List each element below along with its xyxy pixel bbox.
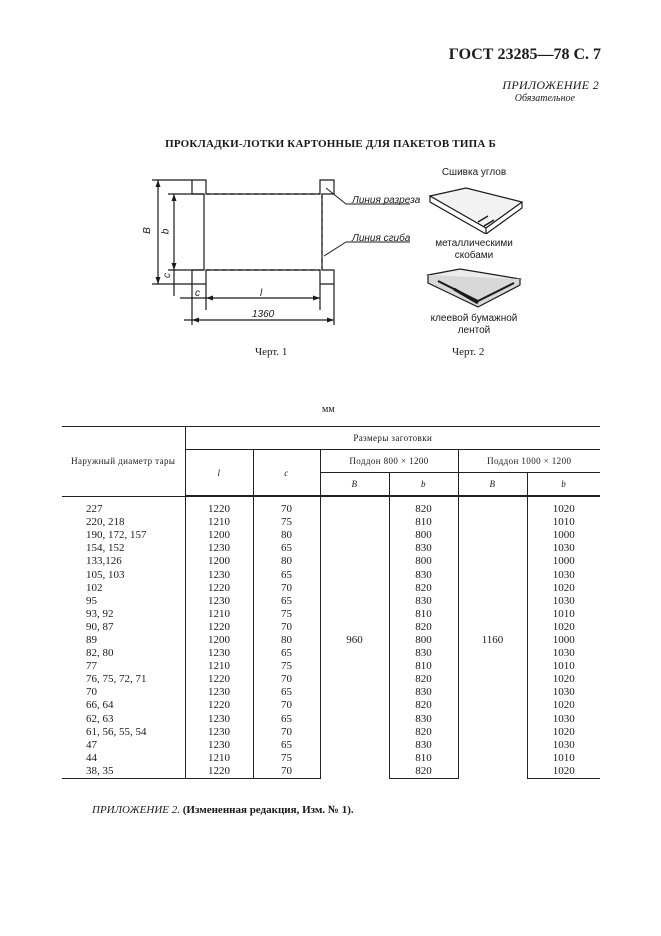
cell-diameter: 38, 35 [62, 765, 185, 779]
cell-b-800: 820 [389, 699, 458, 712]
cell-c: 70 [253, 726, 320, 739]
cell-l: 1230 [185, 542, 253, 555]
cell-diameter: 89 [62, 634, 185, 647]
cell-c: 70 [253, 582, 320, 595]
cell-c: 65 [253, 595, 320, 608]
cell-b-1000: 1020 [527, 582, 600, 595]
cell-b-1000: 1010 [527, 752, 600, 765]
cell-b-800: 810 [389, 660, 458, 673]
table-row [62, 496, 600, 516]
table-body [62, 496, 600, 778]
cell-b-800: 820 [389, 673, 458, 686]
cell-c: 70 [253, 621, 320, 634]
cell-l: 1220 [185, 765, 253, 779]
cut-line-label: Линия разреза [352, 195, 421, 206]
header-pallet-800: Поддон 800 × 1200 [320, 450, 458, 473]
cell-c: 65 [253, 713, 320, 726]
units-label: мм [322, 404, 335, 415]
cell-l: 1230 [185, 686, 253, 699]
cell-l: 1230 [185, 647, 253, 660]
cell-diameter: 190, 172, 157 [62, 529, 185, 542]
blank-outline [192, 180, 334, 284]
cell-c: 80 [253, 529, 320, 542]
dim-B-label: B [141, 227, 153, 234]
cell-b-800: 800 [389, 555, 458, 568]
figure-2-caption: Черт. 2 [452, 346, 485, 358]
cell-l: 1210 [185, 608, 253, 621]
appendix-status: Обязательное [514, 93, 575, 104]
cell-b-1000: 1030 [527, 713, 600, 726]
staple-label-line-1: металлическими [435, 238, 513, 249]
cell-diameter: 82, 80 [62, 647, 185, 660]
cell-l: 1200 [185, 634, 253, 647]
cell-b-800: 830 [389, 568, 458, 581]
header-blank-sizes: Размеры заготовки [185, 427, 600, 450]
cell-l: 1230 [185, 595, 253, 608]
dim-c-vertical-label: c [162, 273, 173, 278]
cell-c: 70 [253, 699, 320, 712]
cell-b-1000: 1000 [527, 555, 600, 568]
cell-b-1000: 1010 [527, 608, 600, 621]
tape-label [418, 313, 530, 337]
tape-label-line-1: клеевой бумажной [430, 313, 518, 324]
header-l: l [185, 450, 253, 497]
cell-diameter: 227 [62, 496, 185, 516]
dim-total-label: 1360 [252, 309, 275, 320]
cell-b-1000: 1000 [527, 634, 600, 647]
cell-c: 75 [253, 516, 320, 529]
cell-b-800: 830 [389, 542, 458, 555]
cell-c: 75 [253, 608, 320, 621]
cell-diameter: 66, 64 [62, 699, 185, 712]
cell-b-800: 820 [389, 765, 458, 779]
dim-c-horizontal-label: c [195, 288, 200, 299]
cell-diameter: 70 [62, 686, 185, 699]
document-code: ГОСТ 23285—78 С. 7 [448, 46, 601, 63]
cell-c: 65 [253, 568, 320, 581]
staple-label-line-2: скобами [454, 250, 494, 261]
cell-c: 80 [253, 555, 320, 568]
cell-diameter: 61, 56, 55, 54 [62, 726, 185, 739]
cell-l: 1220 [185, 673, 253, 686]
cell-l: 1210 [185, 516, 253, 529]
cell-b-1000: 1030 [527, 542, 600, 555]
header-b-1000: b [527, 473, 600, 497]
cell-b-1000: 1010 [527, 660, 600, 673]
cell-l: 1230 [185, 739, 253, 752]
cell-diameter: 133,126 [62, 555, 185, 568]
cell-c: 75 [253, 660, 320, 673]
cell-l: 1230 [185, 726, 253, 739]
cell-b-1000: 1030 [527, 568, 600, 581]
cell-b-800: 830 [389, 713, 458, 726]
cell-B-800-merged: 960 [320, 496, 389, 778]
cell-b-1000: 1020 [527, 699, 600, 712]
cell-b-800: 800 [389, 529, 458, 542]
header-b-800: b [389, 473, 458, 497]
cell-diameter: 90, 87 [62, 621, 185, 634]
cell-b-1000: 1020 [527, 726, 600, 739]
cell-b-1000: 1030 [527, 739, 600, 752]
cell-b-800: 820 [389, 496, 458, 516]
cell-l: 1220 [185, 496, 253, 516]
taped-corner-illustration [424, 265, 524, 311]
cell-diameter: 44 [62, 752, 185, 765]
cell-b-1000: 1030 [527, 647, 600, 660]
cell-b-800: 830 [389, 595, 458, 608]
cell-diameter: 62, 63 [62, 713, 185, 726]
cell-b-800: 810 [389, 608, 458, 621]
header-c: c [253, 450, 320, 497]
cell-c: 75 [253, 752, 320, 765]
stapled-corner-illustration [426, 184, 526, 234]
cell-b-800: 830 [389, 686, 458, 699]
cell-l: 1220 [185, 582, 253, 595]
cell-c: 65 [253, 542, 320, 555]
cell-c: 70 [253, 496, 320, 516]
cell-b-1000: 1020 [527, 673, 600, 686]
cell-b-800: 820 [389, 621, 458, 634]
cell-b-800: 810 [389, 752, 458, 765]
cell-l: 1200 [185, 555, 253, 568]
header-B-1000: B [458, 473, 527, 497]
cell-l: 1210 [185, 752, 253, 765]
cell-b-1000: 1020 [527, 496, 600, 516]
cell-diameter: 154, 152 [62, 542, 185, 555]
cell-l: 1220 [185, 621, 253, 634]
cell-b-1000: 1010 [527, 516, 600, 529]
cell-b-800: 830 [389, 647, 458, 660]
appendix-label: ПРИЛОЖЕНИЕ 2 [502, 78, 599, 92]
cell-b-1000: 1000 [527, 529, 600, 542]
staple-label [424, 238, 524, 262]
page-title: ПРОКЛАДКИ-ЛОТКИ КАРТОННЫЕ ДЛЯ ПАКЕТОВ ТИПА Б [165, 138, 496, 150]
header-B-800: B [320, 473, 389, 497]
cell-c: 65 [253, 739, 320, 752]
cell-l: 1230 [185, 713, 253, 726]
cell-c: 70 [253, 765, 320, 779]
cell-c: 65 [253, 686, 320, 699]
cell-diameter: 76, 75, 72, 71 [62, 673, 185, 686]
footnote-revision: (Измененная редакция, Изм. № 1). [182, 804, 354, 816]
dim-b-label: b [160, 228, 172, 235]
cell-diameter: 105, 103 [62, 568, 185, 581]
header-outer-diameter: Наружный диаметр тары [62, 427, 185, 497]
cell-diameter: 93, 92 [62, 608, 185, 621]
header-pallet-1000: Поддон 1000 × 1200 [458, 450, 600, 473]
figure-1-caption: Черт. 1 [255, 346, 288, 358]
cell-b-800: 820 [389, 582, 458, 595]
cell-b-1000: 1030 [527, 686, 600, 699]
dim-l-label: l [260, 288, 263, 299]
cell-b-800: 810 [389, 516, 458, 529]
cell-diameter: 77 [62, 660, 185, 673]
cell-diameter: 47 [62, 739, 185, 752]
footnote-appendix: ПРИЛОЖЕНИЕ 2. [92, 804, 180, 816]
cell-c: 65 [253, 647, 320, 660]
cell-b-800: 820 [389, 726, 458, 739]
figure-2-title: Сшивка углов [441, 167, 507, 178]
cell-B-1000-merged: 1160 [458, 496, 527, 778]
cell-diameter: 102 [62, 582, 185, 595]
cell-l: 1230 [185, 568, 253, 581]
fold-line-label: Линия сгиба [352, 233, 411, 244]
cell-b-1000: 1020 [527, 621, 600, 634]
cell-c: 70 [253, 673, 320, 686]
tape-label-line-2: лентой [457, 325, 491, 336]
cell-b-800: 800 [389, 634, 458, 647]
footnote [92, 804, 354, 816]
cell-diameter: 220, 218 [62, 516, 185, 529]
cell-l: 1210 [185, 660, 253, 673]
cell-l: 1220 [185, 699, 253, 712]
cell-b-1000: 1020 [527, 765, 600, 779]
cell-b-1000: 1030 [527, 595, 600, 608]
cell-l: 1200 [185, 529, 253, 542]
cell-b-800: 830 [389, 739, 458, 752]
cell-diameter: 95 [62, 595, 185, 608]
blank-sizes-table [62, 426, 600, 779]
cell-c: 80 [253, 634, 320, 647]
